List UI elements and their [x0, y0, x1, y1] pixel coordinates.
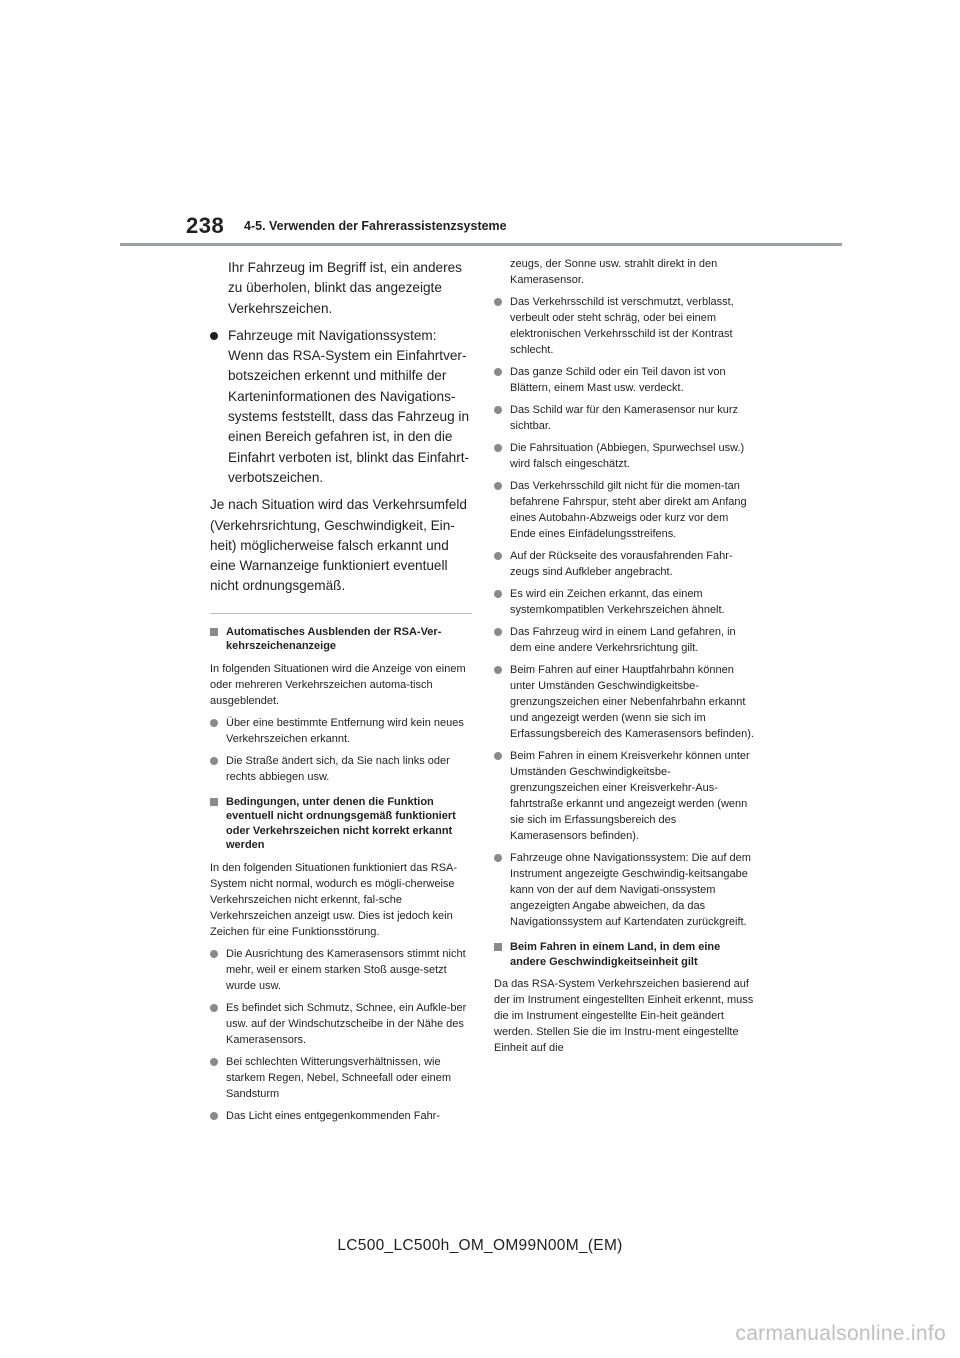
nav-bullet-item: [210, 326, 472, 488]
list-item-text: Bei schlechten Witterungsverhältnissen, wie starkem Regen, Nebel, Schneefall oder einem Sandsturm: [226, 1055, 452, 1100]
conditions-text: In den folgenden Situationen funktioniert das RSA-System nicht normal, wodurch es mögli-cherweise Verkehrszeichen nicht erkennt, fal-sche Verkehrszeichen anzeigt usw. Dies ist jedoch kein Zeichen für eine Funktionsstörung.: [210, 861, 458, 938]
list-item-text: Auf der Rückseite des vorausfahrenden Fahr-zeugs sind Aufkleber angebracht.: [510, 550, 733, 578]
list-item-text: Über eine bestimmte Entfernung wird kein neues Verkehrszeichen erkannt.: [226, 716, 464, 745]
list-item: [494, 624, 756, 656]
list-item: [210, 715, 472, 747]
list-item: [210, 946, 472, 994]
right-column: [494, 256, 756, 1056]
list-item: [210, 1054, 472, 1102]
list-item: [494, 402, 756, 434]
section-divider: [210, 613, 472, 614]
list-item-text: Die Fahrsituation (Abbiegen, Spurwechsel usw.) wird falsch eingeschätzt.: [510, 442, 745, 470]
list-item-text: Das Licht eines entgegenkommenden Fahr-: [226, 1109, 441, 1122]
page-number: 238: [186, 213, 225, 238]
bullet-dot-icon: [210, 332, 218, 340]
heading-auto-hide: [210, 625, 472, 654]
speed-unit-text: Da das RSA-System Verkehrszeichen basierend auf der im Instrument eingestellten Einheit erkennt, muss die im Instrument eingestellte Ein-heit geändert werden. Stellen Sie die im Instru-ment eingestellte Einheit auf die: [494, 978, 754, 1054]
circle-bullet-icon: [494, 590, 502, 598]
intro-continuation: Ihr Fahrzeug im Begriff ist, ein anderes zu überholen, blinkt das angezeigte Verkehrszeichen.: [228, 260, 462, 316]
circle-bullet-icon: [210, 1112, 218, 1120]
circle-bullet-icon: [210, 1004, 218, 1012]
heading-speed-unit: [494, 940, 756, 969]
list-item: [494, 440, 756, 472]
heading-speed-unit-text: Beim Fahren in einem Land, in dem eine andere Geschwindigkeitseinheit gilt: [510, 941, 721, 968]
circle-bullet-icon: [494, 752, 502, 760]
square-bullet-icon: [210, 628, 218, 636]
list-item: [494, 662, 756, 742]
circle-bullet-icon: [494, 444, 502, 452]
list-item: [494, 748, 756, 844]
heading-conditions: [210, 795, 472, 853]
square-bullet-icon: [494, 943, 502, 951]
circle-bullet-icon: [494, 552, 502, 560]
heading-conditions-text: Bedingungen, unter denen die Funktion eventuell nicht ordnungsgemäß funktioniert oder Verkehrszeichen nicht korrekt erkannt werden: [226, 795, 456, 852]
circle-bullet-icon: [210, 719, 218, 727]
auto-hide-text: In folgenden Situationen wird die Anzeige von einem oder mehreren Verkehrszeichen automa-tisch ausgeblendet.: [210, 662, 466, 707]
circle-bullet-icon: [210, 1058, 218, 1066]
list-item-text: Das ganze Schild oder ein Teil davon ist von Blättern, einem Mast usw. verdeckt.: [510, 366, 726, 394]
heading-auto-hide-text: Automatisches Ausblenden der RSA-Ver-kehrszeichenanzeige: [226, 625, 442, 653]
watermark: carmanualsonline.info: [735, 1322, 946, 1345]
list-item-text: Das Verkehrsschild ist verschmutzt, verblasst, verbeult oder steht schräg, oder bei einem elektronischen Verkehrsschild ist der Kontrast schlecht.: [510, 296, 734, 356]
list-item-text: Das Verkehrsschild gilt nicht für die momen-tan befahrene Fahrspur, steht aber direkt am Anfang eines Autobahn-Abzweigs oder kurz vor dem Ende eines Einfädelungsstreifens.: [510, 480, 747, 540]
section-title: 4-5. Verwenden der Fahrerassistenzsysteme: [244, 219, 507, 233]
list-item: [494, 478, 756, 542]
circle-bullet-icon: [494, 666, 502, 674]
document-code: LC500_LC500h_OM_OM99N00M_(EM): [337, 1237, 623, 1254]
list-item: [494, 586, 756, 618]
list-item: [494, 294, 756, 358]
list-item: [494, 548, 756, 580]
circle-bullet-icon: [210, 757, 218, 765]
list-item-text: Die Ausrichtung des Kamerasensors stimmt nicht mehr, weil er einem starken Stoß ausge-setzt wurde usw.: [226, 947, 466, 992]
list-item-text: Das Schild war für den Kamerasensor nur kurz sichtbar.: [510, 404, 739, 432]
circle-bullet-icon: [494, 298, 502, 306]
continuation-text: zeugs, der Sonne usw. strahlt direkt in den Kamerasensor.: [510, 258, 718, 286]
circle-bullet-icon: [494, 368, 502, 376]
list-item-text: Beim Fahren auf einer Hauptfahrbahn können unter Umständen Geschwindigkeitsbe-grenzungszeichen einer Nebenfahrbahn erkannt und angezeigt werden (wenn sie sich im Erfassungsbereich des Kamerasensors befinden).: [510, 664, 754, 740]
circle-bullet-icon: [494, 406, 502, 414]
square-bullet-icon: [210, 798, 218, 806]
list-item-text: Beim Fahren in einem Kreisverkehr können unter Umständen Geschwindigkeitsbe-grenzungszeichen einer Kreisverkehr-Aus-fahrtstraße erkannt und angezeigt werden (wenn sie sich im Erfassungsbereich des Kamerasensors befinden).: [510, 750, 750, 842]
left-column: [210, 258, 472, 1124]
list-item: [210, 1108, 472, 1124]
circle-bullet-icon: [494, 482, 502, 490]
list-item-text: Es befindet sich Schmutz, Schnee, ein Aufkle-ber usw. auf der Windschutzscheibe in der Nähe des Kamerasensors.: [226, 1001, 467, 1046]
list-item-text: Die Straße ändert sich, da Sie nach links oder rechts abbiegen usw.: [226, 754, 450, 783]
situation-paragraph: Je nach Situation wird das Verkehrsumfeld (Verkehrsrichtung, Geschwindigkeit, Ein-heit) möglicherweise falsch erkannt und eine Warnanzeige funktioniert eventuell nicht ordnungsgemäß.: [210, 497, 467, 594]
header-rule: [120, 243, 842, 246]
list-item: [494, 364, 756, 396]
circle-bullet-icon: [494, 628, 502, 636]
list-item-text: Es wird ein Zeichen erkannt, das einem systemkompatiblen Verkehrszeichen ähnelt.: [510, 588, 725, 616]
circle-bullet-icon: [210, 950, 218, 958]
list-item: [210, 753, 472, 785]
list-item-text: Das Fahrzeug wird in einem Land gefahren, in dem eine andere Verkehrsrichtung gilt.: [510, 626, 736, 654]
nav-bullet-text: Fahrzeuge mit Navigationssystem: Wenn das RSA-System ein Einfahrtver-botszeichen erkennt und mithilfe der Karteninformationen des Navigations-systems feststellt, dass das Fahrzeug in einen Bereich gefahren ist, in den die Einfahrt verboten ist, blinkt das Einfahrt-verbotszeichen.: [228, 327, 470, 485]
circle-bullet-icon: [494, 854, 502, 862]
list-item: [494, 850, 756, 930]
list-item-text: Fahrzeuge ohne Navigationssystem: Die auf dem Instrument angezeigte Geschwindig-keitsangabe kann von der auf dem Navigati-onssystem angezeigten Angabe abweichen, da das Navigationssystem auf Kartendaten zurückgreift.: [510, 852, 751, 928]
list-item: [210, 1000, 472, 1048]
